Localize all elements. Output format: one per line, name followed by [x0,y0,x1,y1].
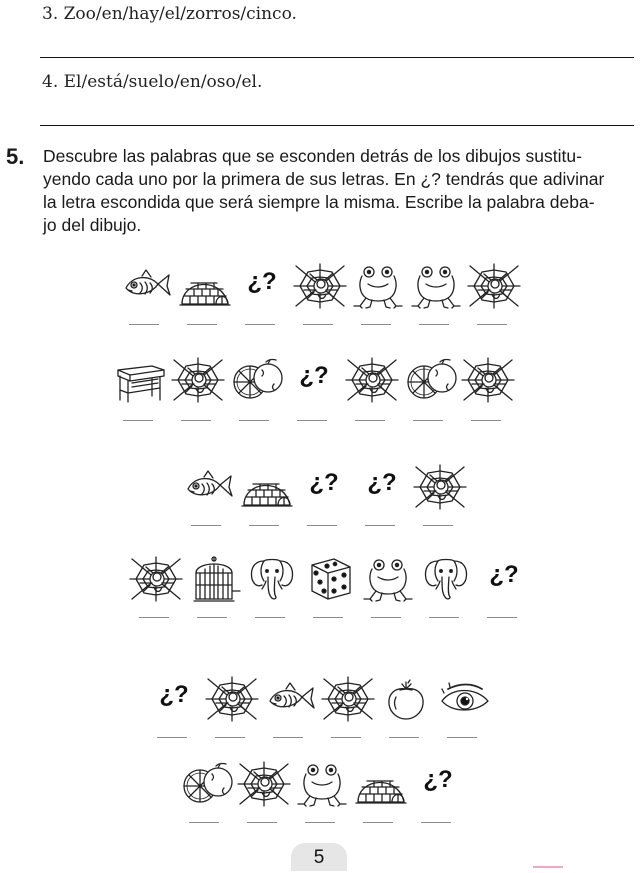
puzzle-row [0,262,640,342]
letter-blank[interactable] [197,617,227,618]
fish-icon [262,675,318,723]
spider-web-icon [292,262,348,310]
letter-blank[interactable] [487,617,517,618]
letter-blank[interactable] [307,525,337,526]
hidden-letter-mark: ¿? [247,268,277,295]
desk-icon [112,356,168,404]
puzzle-cell [228,356,284,428]
sentence-4: 4. El/está/suelo/en/oso/el. [42,72,263,92]
fish-icon [180,463,236,511]
instruction-line: yendo cada uno por la primera de sus letras. En ¿? tendrás que adivinar [43,169,605,189]
letter-blank[interactable] [371,617,401,618]
sentence-3: 3. Zoo/en/hay/el/zorros/cinco. [42,4,297,24]
letter-blank[interactable] [471,420,501,421]
hidden-letter-mark: ¿? [489,561,519,588]
letter-blank[interactable] [123,420,153,421]
letter-blank[interactable] [139,617,169,618]
orange-icon [228,356,284,404]
letter-blank[interactable] [189,822,219,823]
letter-blank[interactable] [313,617,343,618]
spider-web-icon [466,262,522,310]
puzzle-row [0,555,640,635]
puzzle-cell [466,262,522,334]
orange-icon [402,356,458,404]
letter-blank[interactable] [273,737,303,738]
hidden-letter-mark: ¿? [159,681,189,708]
letter-blank[interactable] [297,420,327,421]
letter-blank[interactable] [423,525,453,526]
spider-web-icon [204,675,260,723]
puzzle-cell [350,262,406,334]
igloo-icon [176,262,232,310]
die-icon [302,555,358,603]
puzzle-cell [146,675,202,747]
puzzle-cell [402,356,458,428]
hidden-letter-mark: ¿? [367,469,397,496]
letter-blank[interactable] [247,822,277,823]
letter-blank[interactable] [215,737,245,738]
page-number: 5 [291,843,347,871]
letter-blank[interactable] [129,324,159,325]
igloo-icon [352,760,408,808]
puzzle-cell [354,463,410,535]
spider-web-icon [128,555,184,603]
puzzle-cell [128,555,184,627]
hidden-letter-mark: ¿? [309,469,339,496]
letter-blank[interactable] [245,324,275,325]
birdcage-icon [186,555,242,603]
frog-icon [294,760,350,808]
puzzle-row [0,675,640,755]
instruction-line: jo del dibujo. [43,215,142,235]
puzzle-cell [204,675,260,747]
spider-web-icon [170,356,226,404]
puzzle-cell [296,463,352,535]
puzzle-cell [286,356,342,428]
answer-line-4 [40,125,634,126]
spider-web-icon [412,463,468,511]
puzzle-cell [234,262,290,334]
frog-icon [408,262,464,310]
puzzle-cell [262,675,318,747]
puzzle-cell [294,760,350,832]
frog-icon [350,262,406,310]
letter-blank[interactable] [181,420,211,421]
puzzle-row [0,463,640,543]
eye-icon [436,675,492,723]
puzzle-cell [178,760,234,832]
letter-blank[interactable] [389,737,419,738]
puzzle-cell [408,262,464,334]
puzzle-row [0,760,640,840]
letter-blank[interactable] [447,737,477,738]
puzzle-cell [112,356,168,428]
spider-web-icon [320,675,376,723]
letter-blank[interactable] [187,324,217,325]
elephant-icon [244,555,300,603]
letter-blank[interactable] [303,324,333,325]
puzzle-cell [476,555,532,627]
letter-blank[interactable] [413,420,443,421]
spider-web-icon [460,356,516,404]
tomato-icon [378,675,434,723]
puzzle-cell [418,555,474,627]
puzzle-cell [378,675,434,747]
letter-blank[interactable] [331,737,361,738]
letter-blank[interactable] [249,525,279,526]
puzzle-cell [292,262,348,334]
frog-icon [360,555,416,603]
puzzle-cell [180,463,236,535]
letter-blank[interactable] [355,420,385,421]
puzzle-cell [118,262,174,334]
decorative-mark [533,866,563,868]
elephant-icon [418,555,474,603]
answer-line-3 [40,57,634,58]
puzzle-cell [170,356,226,428]
puzzle-cell [344,356,400,428]
igloo-icon [238,463,294,511]
exercise-instructions [43,145,635,237]
letter-blank[interactable] [477,324,507,325]
letter-blank[interactable] [305,822,335,823]
puzzle-cell [320,675,376,747]
spider-web-icon [344,356,400,404]
puzzle-cell [410,760,466,832]
letter-blank[interactable] [419,324,449,325]
fish-icon [118,262,174,310]
puzzle-cell [244,555,300,627]
letter-blank[interactable] [361,324,391,325]
puzzle-cell [186,555,242,627]
puzzle-cell [236,760,292,832]
puzzle-cell [176,262,232,334]
letter-blank[interactable] [429,617,459,618]
puzzle-cell [238,463,294,535]
exercise-number: 5. [6,144,25,169]
hidden-letter-mark: ¿? [423,766,453,793]
letter-blank[interactable] [157,737,187,738]
letter-blank[interactable] [191,525,221,526]
hidden-letter-mark: ¿? [299,362,329,389]
orange-icon [178,760,234,808]
instruction-line: la letra escondida que será siempre la misma. Escribe la palabra deba- [43,192,595,212]
letter-blank[interactable] [239,420,269,421]
puzzle-cell [352,760,408,832]
puzzle-cell [360,555,416,627]
letter-blank[interactable] [365,525,395,526]
puzzle-row [0,356,640,436]
puzzle-cell [460,356,516,428]
letter-blank[interactable] [363,822,393,823]
letter-blank[interactable] [421,822,451,823]
puzzle-cell [436,675,492,747]
instruction-line: Descubre las palabras que se esconden detrás de los dibujos sustitu- [43,146,582,166]
spider-web-icon [236,760,292,808]
puzzle-cell [412,463,468,535]
puzzle-cell [302,555,358,627]
letter-blank[interactable] [255,617,285,618]
